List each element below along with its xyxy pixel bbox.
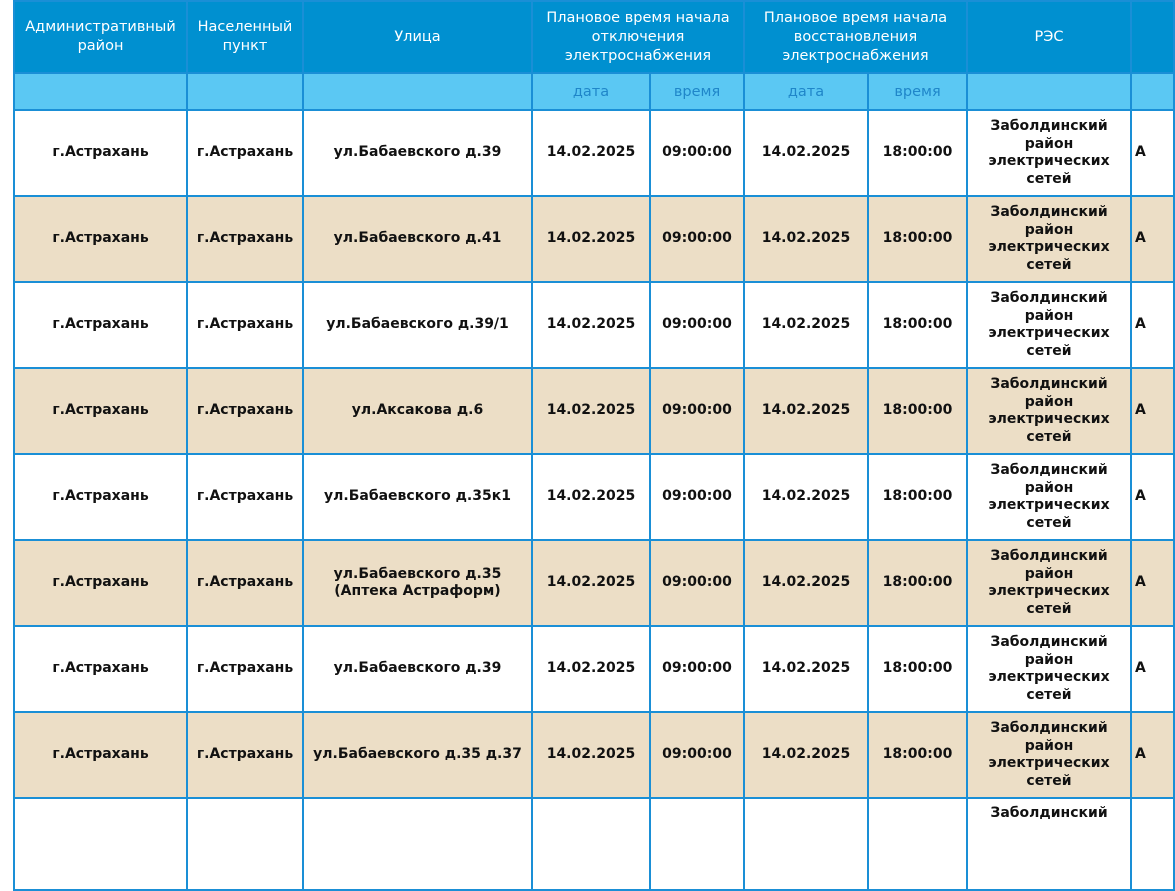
cell-res: Заболдинский район электрических сетей	[967, 712, 1131, 798]
subheader-outage-time: время	[650, 73, 744, 110]
cell-settlement: г.Астрахань	[187, 368, 303, 454]
cell-restore-date	[744, 798, 868, 890]
cell-restore-time: 18:00:00	[868, 110, 967, 196]
cell-res: Заболдинский район электрических сетей	[967, 540, 1131, 626]
table-row	[14, 626, 1174, 712]
subheader-empty	[14, 73, 187, 110]
cell-res: Заболдинский район электрических сетей	[967, 626, 1131, 712]
cell-restore-time: 18:00:00	[868, 282, 967, 368]
cell-settlement: г.Астрахань	[187, 712, 303, 798]
cell-restore-date: 14.02.2025	[744, 368, 868, 454]
cell-res: Заболдинский район электрических сетей	[967, 368, 1131, 454]
cell-restore-date: 14.02.2025	[744, 454, 868, 540]
cell-street: ул.Бабаевского д.39	[303, 626, 532, 712]
table-row	[14, 454, 1174, 540]
header-restore-start: Плановое время начала восстановления электроснабжения	[744, 1, 967, 73]
cell-restore-date: 14.02.2025	[744, 712, 868, 798]
cell-street: ул.Бабаевского д.41	[303, 196, 532, 282]
cell-extra: А	[1131, 626, 1174, 712]
cell-restore-time: 18:00:00	[868, 368, 967, 454]
table-row	[14, 368, 1174, 454]
table-row	[14, 540, 1174, 626]
cell-outage-date: 14.02.2025	[532, 282, 650, 368]
outage-schedule-table-wrapper	[13, 0, 1173, 891]
cell-outage-time	[650, 798, 744, 890]
table-row	[14, 798, 1174, 890]
cell-res: Заболдинский район электрических сетей	[967, 454, 1131, 540]
cell-outage-time: 09:00:00	[650, 540, 744, 626]
cell-settlement: г.Астрахань	[187, 454, 303, 540]
subheader-empty	[187, 73, 303, 110]
cell-outage-date: 14.02.2025	[532, 454, 650, 540]
cell-res: Заболдинский район электрических сетей	[967, 196, 1131, 282]
subheader-empty	[967, 73, 1131, 110]
cell-extra	[1131, 798, 1174, 890]
cell-district: г.Астрахань	[14, 368, 187, 454]
cell-restore-time	[868, 798, 967, 890]
cell-district	[14, 798, 187, 890]
cell-outage-time: 09:00:00	[650, 282, 744, 368]
cell-settlement: г.Астрахань	[187, 110, 303, 196]
cell-district: г.Астрахань	[14, 540, 187, 626]
cell-district: г.Астрахань	[14, 626, 187, 712]
subheader-restore-date: дата	[744, 73, 868, 110]
table-row	[14, 282, 1174, 368]
cell-restore-time: 18:00:00	[868, 196, 967, 282]
cell-district: г.Астрахань	[14, 196, 187, 282]
cell-settlement: г.Астрахань	[187, 196, 303, 282]
header-row	[14, 1, 1174, 73]
cell-restore-date: 14.02.2025	[744, 196, 868, 282]
cell-extra: А	[1131, 454, 1174, 540]
subheader-outage-date: дата	[532, 73, 650, 110]
subheader-empty	[1131, 73, 1174, 110]
cell-outage-date: 14.02.2025	[532, 540, 650, 626]
cell-extra: А	[1131, 110, 1174, 196]
cell-outage-time: 09:00:00	[650, 110, 744, 196]
cell-street: ул.Аксакова д.6	[303, 368, 532, 454]
cell-street: ул.Бабаевского д.35к1	[303, 454, 532, 540]
cell-street	[303, 798, 532, 890]
cell-restore-time: 18:00:00	[868, 712, 967, 798]
cell-extra: А	[1131, 368, 1174, 454]
cell-outage-date: 14.02.2025	[532, 368, 650, 454]
header-district: Административный район	[14, 1, 187, 73]
header-settlement: Населенный пункт	[187, 1, 303, 73]
cell-street: ул.Бабаевского д.35 (Аптека Астраформ)	[303, 540, 532, 626]
cell-restore-date: 14.02.2025	[744, 110, 868, 196]
header-street: Улица	[303, 1, 532, 73]
cell-settlement: г.Астрахань	[187, 626, 303, 712]
cell-outage-date: 14.02.2025	[532, 196, 650, 282]
cell-extra: А	[1131, 196, 1174, 282]
header-outage-start: Плановое время начала отключения электроснабжения	[532, 1, 744, 73]
cell-outage-time: 09:00:00	[650, 626, 744, 712]
table-row	[14, 110, 1174, 196]
subheader-restore-time: время	[868, 73, 967, 110]
outage-schedule-table	[13, 0, 1175, 891]
cell-district: г.Астрахань	[14, 282, 187, 368]
header-extra	[1131, 1, 1174, 73]
cell-district: г.Астрахань	[14, 712, 187, 798]
cell-street: ул.Бабаевского д.35 д.37	[303, 712, 532, 798]
cell-extra: А	[1131, 282, 1174, 368]
cell-restore-date: 14.02.2025	[744, 540, 868, 626]
header-res: РЭС	[967, 1, 1131, 73]
cell-street: ул.Бабаевского д.39	[303, 110, 532, 196]
cell-extra: А	[1131, 540, 1174, 626]
cell-res: Заболдинский район электрических сетей	[967, 110, 1131, 196]
cell-restore-time: 18:00:00	[868, 540, 967, 626]
cell-restore-date: 14.02.2025	[744, 282, 868, 368]
cell-outage-time: 09:00:00	[650, 196, 744, 282]
cell-restore-time: 18:00:00	[868, 454, 967, 540]
cell-district: г.Астрахань	[14, 454, 187, 540]
cell-street: ул.Бабаевского д.39/1	[303, 282, 532, 368]
table-row	[14, 196, 1174, 282]
cell-outage-time: 09:00:00	[650, 368, 744, 454]
cell-res: Заболдинский	[967, 798, 1131, 890]
cell-outage-date: 14.02.2025	[532, 626, 650, 712]
cell-outage-time: 09:00:00	[650, 454, 744, 540]
cell-restore-date: 14.02.2025	[744, 626, 868, 712]
cell-outage-date: 14.02.2025	[532, 110, 650, 196]
cell-settlement: г.Астрахань	[187, 540, 303, 626]
cell-restore-time: 18:00:00	[868, 626, 967, 712]
subheader-empty	[303, 73, 532, 110]
cell-outage-time: 09:00:00	[650, 712, 744, 798]
cell-res: Заболдинский район электрических сетей	[967, 282, 1131, 368]
cell-district: г.Астрахань	[14, 110, 187, 196]
cell-extra: А	[1131, 712, 1174, 798]
cell-outage-date: 14.02.2025	[532, 712, 650, 798]
table-row	[14, 712, 1174, 798]
subheader-row	[14, 73, 1174, 110]
cell-settlement	[187, 798, 303, 890]
cell-settlement: г.Астрахань	[187, 282, 303, 368]
cell-outage-date	[532, 798, 650, 890]
